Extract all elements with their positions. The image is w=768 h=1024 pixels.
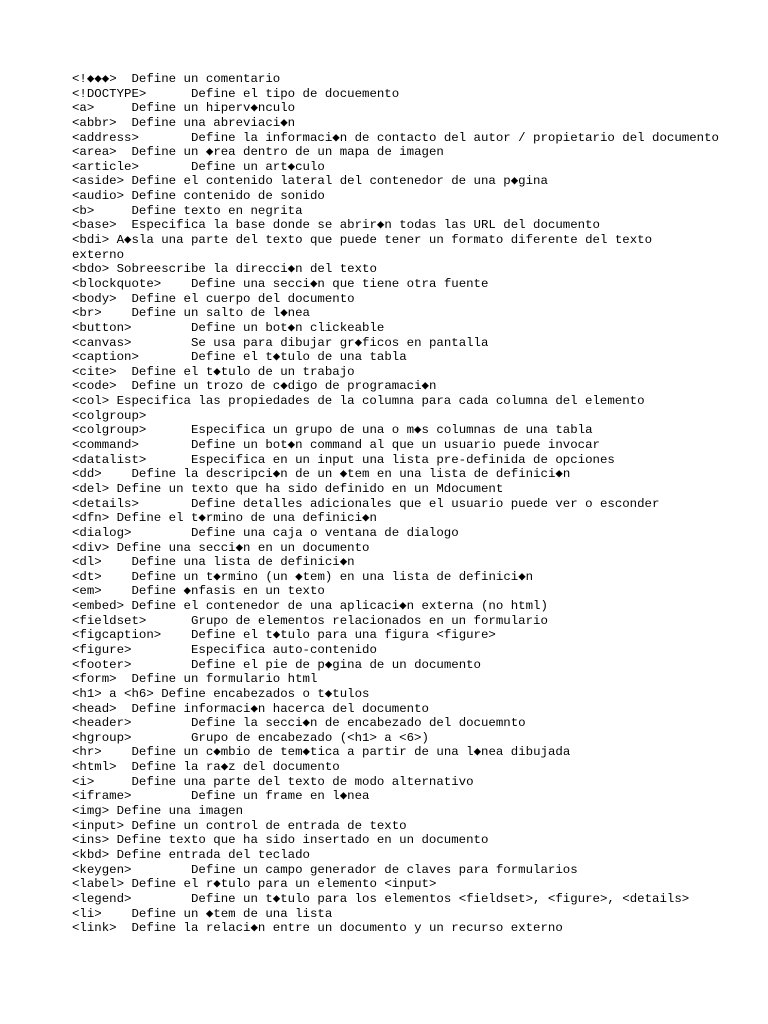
text-line: <code> Define un trozo de c◆digo de programaci◆n xyxy=(72,379,437,394)
text-line: <hgroup> Grupo de encabezado (<h1> a <6>) xyxy=(72,730,429,745)
text-line: <colgroup> Especifica un grupo de una o m◆s columnas de una tabla xyxy=(72,423,593,438)
text-line: <h1> a <h6> Define encabezados o t◆tulos xyxy=(72,686,370,701)
text-line: <html> Define la ra◆z del documento xyxy=(72,760,340,775)
text-line: <dt> Define un t◆rmino (un ◆tem) en una lista de definici◆n xyxy=(72,569,534,584)
text-line: <canvas> Se usa para dibujar gr◆ficos en pantalla xyxy=(72,335,489,350)
text-line: <link> Define la relaci◆n entre un documento y un recurso externo xyxy=(72,921,563,936)
text-line: <ins> Define texto que ha sido insertado en un documento xyxy=(72,833,489,848)
text-line: <li> Define un ◆tem de una lista xyxy=(72,906,333,921)
text-line: <img> Define una imagen xyxy=(72,804,244,819)
text-line: <details> Define detalles adicionales que el usuario puede ver o esconder xyxy=(72,496,660,511)
text-line: <embed> Define el contenedor de una aplicaci◆n externa (no html) xyxy=(72,599,548,614)
text-line: <abbr> Define una abreviaci◆n xyxy=(72,115,296,130)
document-page xyxy=(72,72,752,936)
text-line: <header> Define la secci◆n de encabezado del docuemnto xyxy=(72,716,526,731)
text-line: <dialog> Define una caja o ventana de dialogo xyxy=(72,525,459,540)
text-line: <bdi> A◆sla una parte del texto que puede tener un formato diferente del texto xyxy=(72,233,653,248)
text-line: <caption> Define el t◆tulo de una tabla xyxy=(72,350,407,365)
text-line: <dl> Define una lista de definici◆n xyxy=(72,555,355,570)
text-line: <kbd> Define entrada del teclado xyxy=(72,847,310,862)
text-line: <area> Define un ◆rea dentro de un mapa de imagen xyxy=(72,145,444,160)
text-line: <command> Define un bot◆n command al que un usuario puede invocar xyxy=(72,438,600,453)
text-line: <audio> Define contenido de sonido xyxy=(72,189,325,204)
text-line: <article> Define un art◆culo xyxy=(72,159,325,174)
text-line: <del> Define un texto que ha sido definido en un Mdocument xyxy=(72,481,504,496)
text-line: <dd> Define la descripci◆n de un ◆tem en una lista de definici◆n xyxy=(72,467,571,482)
text-line: <figure> Especifica auto-contenido xyxy=(72,642,377,657)
text-line: <datalist> Especifica en un input una lista pre-definida de opciones xyxy=(72,452,615,467)
text-line: <col> Especifica las propiedades de la columna para cada columna del elemento xyxy=(72,394,645,409)
text-line: <fieldset> Grupo de elementos relacionados en un formulario xyxy=(72,613,548,628)
text-line: <!DOCTYPE> Define el tipo de docuemento xyxy=(72,86,400,101)
text-line: <hr> Define un c◆mbio de tem◆tica a partir de una l◆nea dibujada xyxy=(72,745,571,760)
text-line: <form> Define un formulario html xyxy=(72,672,318,687)
text-line: <address> Define la informaci◆n de contacto del autor / propietario del documento xyxy=(72,130,719,145)
text-line: <em> Define ◆nfasis en un texto xyxy=(72,584,325,599)
text-line: <body> Define el cuerpo del documento xyxy=(72,291,355,306)
text-line: <keygen> Define un campo generador de claves para formularios xyxy=(72,862,578,877)
text-line: <div> Define una secci◆n en un documento xyxy=(72,540,370,555)
text-line: <cite> Define el t◆tulo de un trabajo xyxy=(72,364,355,379)
text-line: <aside> Define el contenido lateral del contenedor de una p◆gina xyxy=(72,174,548,189)
text-line: <base> Especifica la base donde se abrir◆n todas las URL del documento xyxy=(72,218,600,233)
text-line: <input> Define un control de entrada de texto xyxy=(72,818,407,833)
text-line: <figcaption> Define el t◆tulo para una figura <figure> xyxy=(72,628,496,643)
text-line: <dfn> Define el t◆rmino de una definici◆n xyxy=(72,511,377,526)
text-line: <colgroup> xyxy=(72,408,147,423)
text-line: <blockquote> Define una secci◆n que tiene otra fuente xyxy=(72,276,489,291)
text-line: <br> Define un salto de l◆nea xyxy=(72,306,310,321)
text-line: <!◆◆◆> Define un comentario xyxy=(72,72,281,86)
text-line: <i> Define una parte del texto de modo alternativo xyxy=(72,774,474,789)
text-line: <label> Define el r◆tulo para un elemento <input> xyxy=(72,877,437,892)
text-line: externo xyxy=(72,247,125,262)
text-line: <iframe> Define un frame en l◆nea xyxy=(72,789,370,804)
text-line: <legend> Define un t◆tulo para los elementos <fieldset>, <figure>, <details> xyxy=(72,891,690,906)
text-line: <bdo> Sobreescribe la direcci◆n del texto xyxy=(72,262,377,277)
text-line: <head> Define informaci◆n hacerca del documento xyxy=(72,701,429,716)
text-line: <footer> Define el pie de p◆gina de un documento xyxy=(72,657,481,672)
text-line: <b> Define texto en negrita xyxy=(72,203,303,218)
text-line: <button> Define un bot◆n clickeable xyxy=(72,320,385,335)
text-line: <a> Define un hiperv◆nculo xyxy=(72,101,296,116)
